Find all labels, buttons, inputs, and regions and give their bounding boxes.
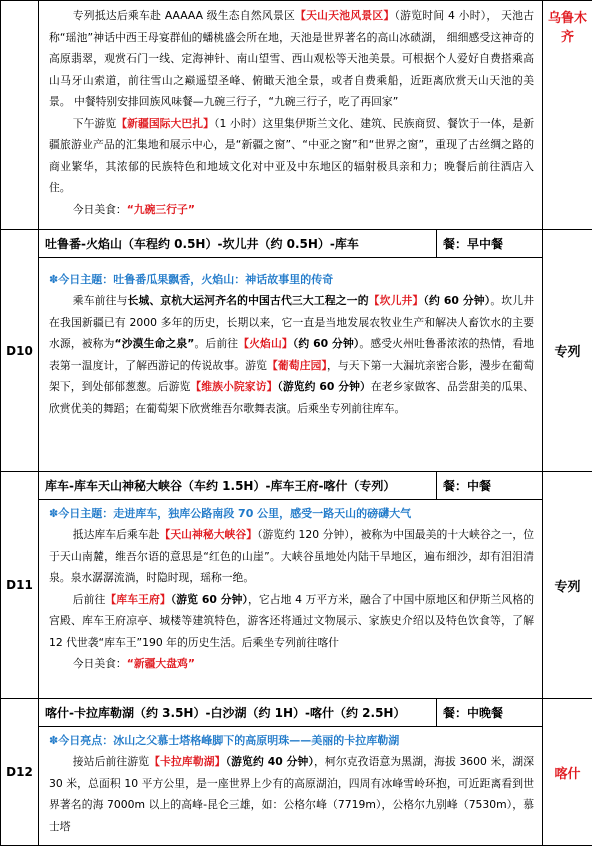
- day12-paragraph-1: 接站后前往游览【卡拉库勒湖】（游览约 40 分钟），柯尔克孜语意为黑湖，海拔 3600 米，湖深 30 米，总面积 10 平方公里，是一座世界上少有的高原湖泊，四周有冰峰雪岭环抱，可近距离看到世界著名的海 7000m 以上的高峰-昆仑三雄，如：公格尔峰（7719m），公格尔九别峰（7530m），慕士塔: [49, 751, 534, 837]
- day10-theme: ✽今日主题：吐鲁番瓜果飘香，火焰山：神话故事里的传奇: [49, 270, 534, 290]
- day10-content: [39, 258, 543, 472]
- day11-theme: ✽今日主题：走进库车，独库公路南段 70 公里，感受一路天山的磅礴大气: [49, 504, 534, 524]
- day12-meal: 餐：中晚餐: [437, 699, 543, 727]
- day11-paragraph-2: 后前往【库车王府】（游览 60 分钟），它占地 4 万平方米，融合了中国中原地区和伊斯兰风格的宫殿、库车王府凉亭、城楼等建筑特色，游客还将通过文物展示、家族史介绍以及特色饮食等，了解 12 代世袭“库车王”190 年的历史生活。后乘坐专列前往喀什: [49, 589, 534, 654]
- day12-title: 喀什-卡拉库勒湖（约 3.5H）-白沙湖（约 1H）-喀什（约 2.5H）: [39, 699, 437, 727]
- day10-title-row: [1, 230, 592, 258]
- day10-title: 吐鲁番-火焰山（车程约 0.5H）-坎儿井（约 0.5H）-库车: [39, 230, 437, 258]
- day11-paragraph-1: 抵达库车后乘车赴【天山神秘大峡谷】（游览约 120 分钟），被称为中国最美的十大峡谷之一，位于天山南麓，维吾尔语的意思是“红色的山崖”。大峡谷虽地处内陆干旱地区，遍布细沙，却有泪泪清泉。泉水潺潺流淌，时隐时现，瑶称一绝。: [49, 524, 534, 589]
- day11-city: 专列: [543, 472, 592, 699]
- day10-day-cell: D10: [1, 230, 39, 472]
- day9-content: [39, 1, 543, 230]
- day12-theme: ✽今日亮点：冰山之父慕士塔格峰脚下的高原明珠——美丽的卡拉库勒湖: [49, 731, 534, 751]
- day9-paragraph-2: 下午游览【新疆国际大巴扎】（1 小时）这里集伊斯兰文化、建筑、民族商贸、餐饮于一体，是新疆旅游业产品的汇集地和展示中心，是“新疆之窗”、“中亚之窗”和“世界之窗”，重现了古丝绸之路的商业繁华，其浓郁的民族特色和地域文化对中亚及中东地区的辐射极具亲和力；晚餐后前往酒店入住。: [49, 113, 534, 199]
- day11-day-cell: D11: [1, 472, 39, 699]
- day10-city: 专列: [543, 230, 592, 472]
- day10-content-row: [1, 258, 592, 472]
- day12-day-cell: D12: [1, 699, 39, 846]
- day11-title-row: [1, 472, 592, 500]
- day10-paragraph-1: 乘车前往与长城、京杭大运河齐名的中国古代三大工程之一的【坎儿井】（约 60 分钟）。坎儿井在我国新疆已有 2000 多年的历史，长期以来，它一直是当地发展农牧业生产和解决人畜饮水的主要水源，被称为“沙漠生命之泉”。后前往【火焰山】（约 60 分钟）。感受火州吐鲁番浓浓的热情，看地表第一温度计，了解西游记的传说故事。游览【葡萄庄园】，与天下第一大漏坑亲密合影，漫步在葡萄架下，到处郁郁葱葱。后游览【维族小院家访】（游览约 60 分钟）在老乡家做客、品尝甜美的瓜果、欣赏优美的舞蹈；在葡萄架下欣赏维吾尔歌舞表演。后乘坐专列前往库车。: [49, 290, 534, 419]
- day12-content-row: [1, 727, 592, 846]
- day12-content: [39, 727, 543, 846]
- day11-meal: 餐：中餐: [437, 472, 543, 500]
- day12-title-row: [1, 699, 592, 727]
- day10-meal: 餐：早中餐: [437, 230, 543, 258]
- day9-city: 乌鲁木齐: [543, 1, 592, 230]
- day9-food: 今日美食：“九碗三行子”: [49, 199, 534, 221]
- day11-content: [39, 500, 543, 699]
- day9-content-row: [1, 1, 592, 230]
- day11-content-row: [1, 500, 592, 699]
- day12-city: 喀什: [543, 699, 592, 846]
- day9-day-cell: [1, 1, 39, 230]
- day9-paragraph-1: 专列抵达后乘车赴 AAAAA 级生态自然风景区【天山天池风景区】（游览时间 4 小时）， 天池古称“瑶池”神话中西王母宴群仙的蟠桃盛会所在地，天池是世界著名的高山冰碛湖， 细细感受这神奇的高原翡翠，观赏石门一线、定海神针、南山望雪、西山观松等天池美景。可根据个人爱好自费搭乘高山马牙山索道，前往雪山之巅遥望圣峰、俯瞰天池全景，或者自费乘船，近距离欣赏天山天池的美景。 中餐特别安排回族风味餐—九碗三行子，“九碗三行子，吃了再回家”: [49, 5, 534, 113]
- day11-title: 库车-库车天山神秘大峡谷（车约 1.5H）-库车王府-喀什（专列）: [39, 472, 437, 500]
- day11-food: 今日美食：“新疆大盘鸡”: [49, 653, 534, 675]
